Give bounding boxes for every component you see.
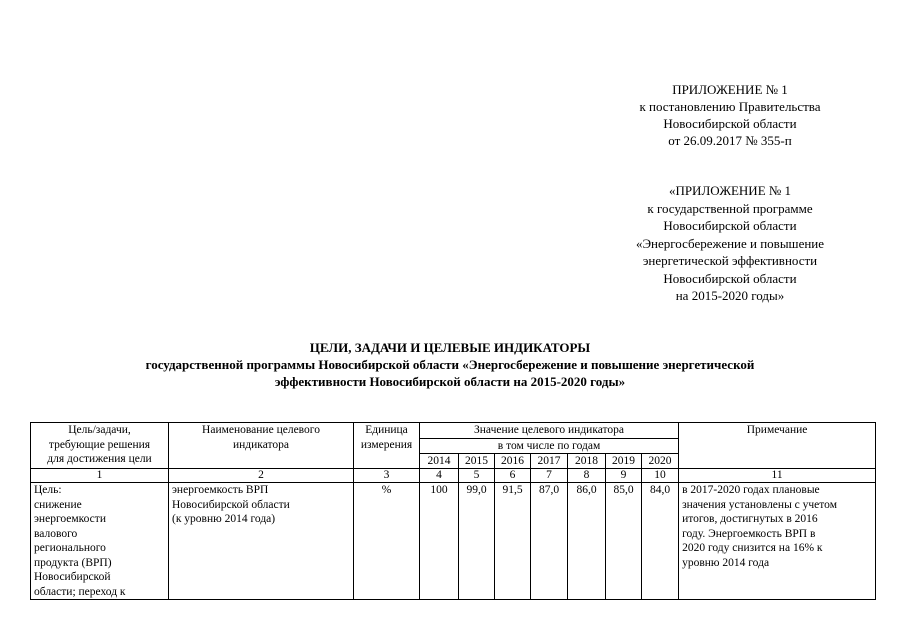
title-line: эффективности Новосибирской области на 2015-2020 годы» <box>274 374 626 389</box>
column-number: 6 <box>495 469 531 483</box>
column-number: 11 <box>679 469 876 483</box>
appendix-header-resolution <box>595 81 865 149</box>
column-number: 4 <box>420 469 459 483</box>
value-cell: 86,0 <box>568 483 606 600</box>
year-cell: 2015 <box>459 454 495 469</box>
year-cell: 2017 <box>531 454 568 469</box>
appendix-line: «ПРИЛОЖЕНИЕ № 1 <box>668 183 792 198</box>
value-cell: 87,0 <box>531 483 568 600</box>
appendix-line: энергетической эффективности <box>642 253 818 268</box>
header-goal: Цель/задачи, требующие решения для достижения цели <box>31 423 169 469</box>
appendix-line: от 26.09.2017 № 355-п <box>668 133 792 148</box>
header-by-years: в том числе по годам <box>420 438 679 454</box>
indicators-table <box>30 422 876 600</box>
unit-cell: % <box>354 483 420 600</box>
header-note: Примечание <box>679 423 876 469</box>
column-number: 9 <box>606 469 642 483</box>
column-number: 7 <box>531 469 568 483</box>
column-number: 5 <box>459 469 495 483</box>
header-row <box>31 423 876 439</box>
appendix-line: Новосибирской области <box>663 218 797 233</box>
header-unit: Единица измерения <box>354 423 420 469</box>
year-cell: 2019 <box>606 454 642 469</box>
appendix-line: на 2015-2020 годы» <box>675 288 785 303</box>
appendix-line: ПРИЛОЖЕНИЕ № 1 <box>672 82 788 97</box>
year-cell: 2018 <box>568 454 606 469</box>
year-cell: 2016 <box>495 454 531 469</box>
appendix-line: Новосибирской области <box>663 116 797 131</box>
year-cell: 2020 <box>642 454 679 469</box>
header-indicator: Наименование целевого индикатора <box>169 423 354 469</box>
indicator-cell: энергоемкость ВРП Новосибирской области (к уровню 2014 года) <box>169 483 354 600</box>
appendix-header-program <box>595 182 865 305</box>
column-number: 3 <box>354 469 420 483</box>
value-cell: 85,0 <box>606 483 642 600</box>
goal-cell: Цель: снижение энергоемкости валового регионального продукта (ВРП) Новосибирской области; переход к <box>31 483 169 600</box>
value-cell: 91,5 <box>495 483 531 600</box>
appendix-line: «Энергосбережение и повышение <box>635 235 825 251</box>
appendix-line: к постановлению Правительства <box>639 99 821 114</box>
table-row <box>31 483 876 600</box>
year-cell: 2014 <box>420 454 459 469</box>
column-number: 1 <box>31 469 169 483</box>
column-number: 8 <box>568 469 606 483</box>
column-number: 10 <box>642 469 679 483</box>
header-value: Значение целевого индикатора <box>420 423 679 439</box>
note-cell: в 2017-2020 годах плановые значения установлены с учетом итогов, достигнутых в 2016 году. Энергоемкость ВРП в 2020 году снизится на 16% к уровню 2014 года <box>679 483 876 600</box>
appendix-line: к государственной программе <box>647 200 813 216</box>
title-line: ЦЕЛИ, ЗАДАЧИ И ЦЕЛЕВЫЕ ИНДИКАТОРЫ <box>309 340 591 355</box>
column-number-row <box>31 469 876 483</box>
value-cell: 99,0 <box>459 483 495 600</box>
title-line: государственной программы Новосибирской области «Энергосбережение и повышение энергетической <box>145 357 755 372</box>
value-cell: 84,0 <box>642 483 679 600</box>
column-number: 2 <box>169 469 354 483</box>
document-title <box>90 339 810 390</box>
appendix-line: Новосибирской области <box>663 270 797 286</box>
value-cell: 100 <box>420 483 459 600</box>
